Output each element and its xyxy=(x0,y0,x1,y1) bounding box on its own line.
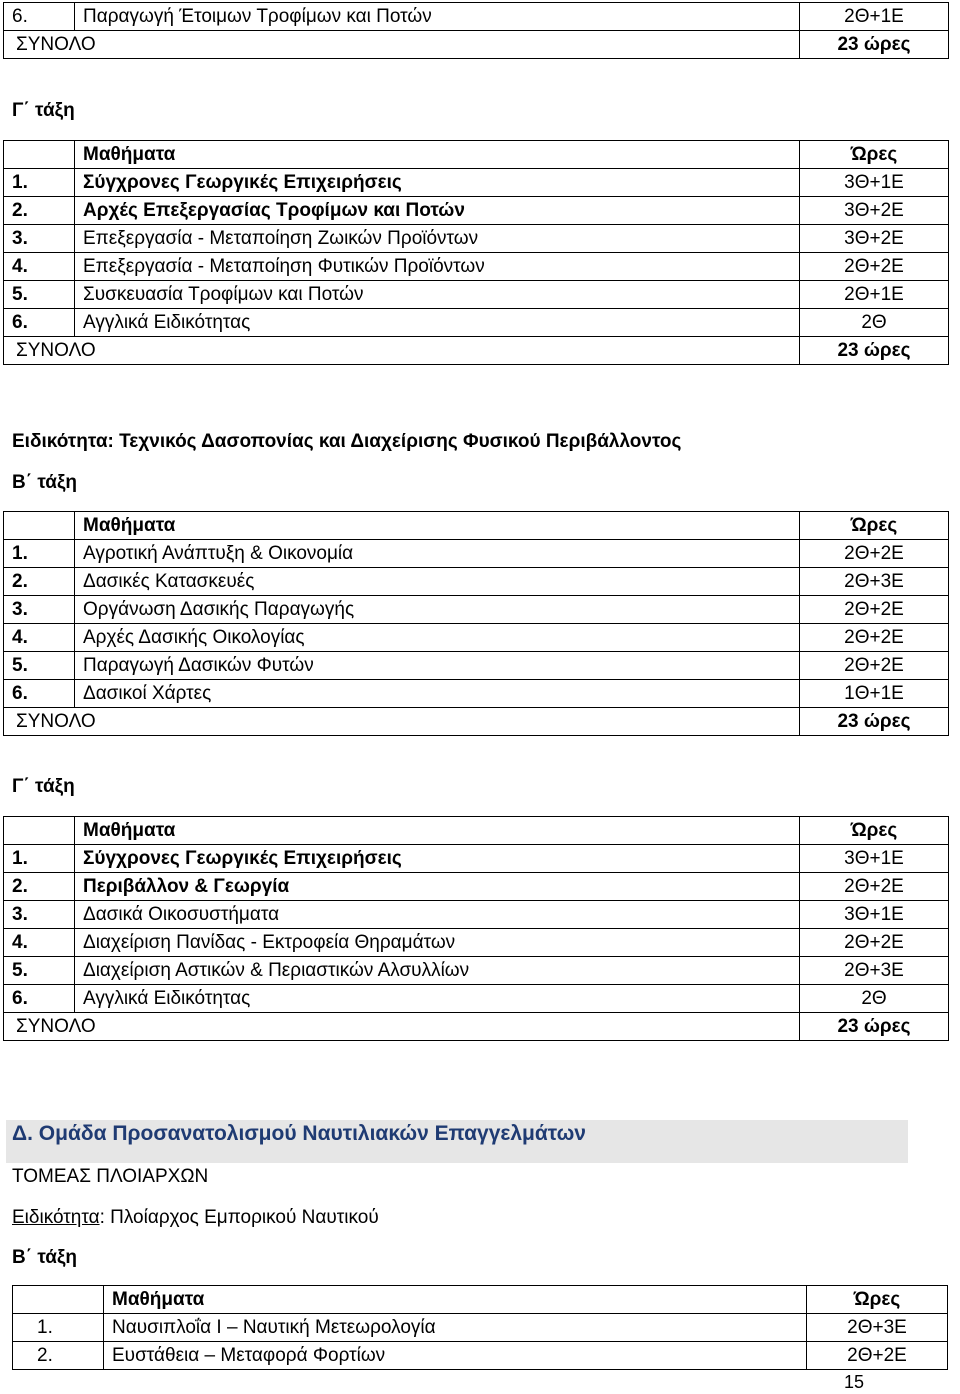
subject-cell: Οργάνωση Δασικής Παραγωγής xyxy=(75,596,800,624)
row-number: 2. xyxy=(4,873,75,901)
row-number: 6. xyxy=(4,985,75,1013)
row-number: 3. xyxy=(4,225,75,253)
table-row xyxy=(4,225,949,253)
total-row xyxy=(4,708,949,736)
sector-heading: ΤΟΜΕΑΣ ΠΛΟΙΑΡΧΩΝ xyxy=(12,1166,209,1187)
row-number: 1. xyxy=(4,845,75,873)
table-row xyxy=(4,197,949,225)
hours-cell: 2Θ+3Ε xyxy=(807,1314,948,1342)
page-number: 15 xyxy=(843,1372,864,1392)
row-number: 6. xyxy=(4,309,75,337)
total-label: ΣΥΝΟΛΟ xyxy=(4,1013,800,1041)
row-number: 2. xyxy=(4,568,75,596)
header-hours: Ώρες xyxy=(800,512,949,540)
hours-cell: 3Θ+1Ε xyxy=(800,901,949,929)
subject-cell: Διαχείριση Αστικών & Περιαστικών Αλσυλλίων xyxy=(75,957,800,985)
hours-cell: 2Θ+2Ε xyxy=(800,253,949,281)
subject-cell: Αγγλικά Ειδικότητας xyxy=(75,985,800,1013)
row-number: 6. xyxy=(4,680,75,708)
hours-cell: 2Θ+2Ε xyxy=(800,540,949,568)
table-row xyxy=(4,985,949,1013)
row-number: 4. xyxy=(4,253,75,281)
hours-cell: 3Θ+1Ε xyxy=(800,169,949,197)
hours-cell: 2Θ+2Ε xyxy=(800,596,949,624)
table-header xyxy=(13,1286,948,1314)
hours-cell: 2Θ+3Ε xyxy=(800,957,949,985)
class-label: Γ΄ τάξη xyxy=(12,776,75,797)
row-number: 1. xyxy=(4,540,75,568)
subject-cell: Ναυσιπλοΐα Ι – Ναυτική Μετεωρολογία xyxy=(104,1314,807,1342)
row-number: 2. xyxy=(4,197,75,225)
table-row xyxy=(4,309,949,337)
subject-cell: Παραγωγή Δασικών Φυτών xyxy=(75,652,800,680)
subject-cell: Αρχές Δασικής Οικολογίας xyxy=(75,624,800,652)
subject-cell: Παραγωγή Έτοιμων Τροφίμων και Ποτών xyxy=(75,3,800,31)
row-number: 4. xyxy=(4,929,75,957)
table-sec4 xyxy=(12,1285,948,1370)
specialty-name: : Πλοίαρχος Εμπορικού Ναυτικού xyxy=(99,1207,379,1228)
row-number: 5. xyxy=(4,652,75,680)
class-label: Β΄ τάξη xyxy=(12,1247,78,1268)
subject-cell: Αγροτική Ανάπτυξη & Οικονομία xyxy=(75,540,800,568)
class-label: Γ΄ τάξη xyxy=(12,100,75,121)
hours-cell: 3Θ+2Ε xyxy=(800,225,949,253)
row-number: 2. xyxy=(13,1342,104,1370)
subject-cell: Δασικές Κατασκευές xyxy=(75,568,800,596)
table-row xyxy=(13,1314,948,1342)
hours-cell: 2Θ+1Ε xyxy=(800,281,949,309)
table-row xyxy=(4,253,949,281)
hours-cell: 2Θ+2Ε xyxy=(800,873,949,901)
table-row xyxy=(4,568,949,596)
table-row xyxy=(4,929,949,957)
header-hours: Ώρες xyxy=(800,817,949,845)
hours-cell: 3Θ+2Ε xyxy=(800,197,949,225)
header-subject: Μαθήματα xyxy=(75,512,800,540)
row-number: 6. xyxy=(4,3,75,31)
subject-cell: Σύγχρονες Γεωργικές Επιχειρήσεις xyxy=(75,845,800,873)
total-hours: 23 ώρες xyxy=(800,31,949,59)
total-hours: 23 ώρες xyxy=(800,337,949,365)
group-heading: Δ. Ομάδα Προσανατολισμού Ναυτιλιακών Επαγγελμάτων xyxy=(12,1122,586,1145)
header-hours: Ώρες xyxy=(800,141,949,169)
table-row xyxy=(4,281,949,309)
specialty-prefix: Ειδικότητα xyxy=(12,1207,100,1228)
total-label: ΣΥΝΟΛΟ xyxy=(4,31,800,59)
row-number: 4. xyxy=(4,624,75,652)
total-row xyxy=(4,337,949,365)
header-hours: Ώρες xyxy=(807,1286,948,1314)
table-row xyxy=(4,680,949,708)
row-number: 1. xyxy=(13,1314,104,1342)
table-row xyxy=(4,845,949,873)
table-row xyxy=(4,3,949,31)
total-hours: 23 ώρες xyxy=(800,708,949,736)
table-row xyxy=(4,169,949,197)
table-top-continuation xyxy=(3,2,949,59)
subject-cell: Συσκευασία Τροφίμων και Ποτών xyxy=(75,281,800,309)
row-number: 3. xyxy=(4,596,75,624)
row-number: 5. xyxy=(4,281,75,309)
table-row xyxy=(4,873,949,901)
hours-cell: 2Θ+2Ε xyxy=(800,929,949,957)
table-sec3 xyxy=(3,816,949,1041)
row-number: 1. xyxy=(4,169,75,197)
subject-cell: Διαχείριση Πανίδας - Εκτροφεία Θηραμάτων xyxy=(75,929,800,957)
row-number: 5. xyxy=(4,957,75,985)
subject-cell: Σύγχρονες Γεωργικές Επιχειρήσεις xyxy=(75,169,800,197)
table-row xyxy=(4,901,949,929)
hours-cell: 3Θ+1Ε xyxy=(800,845,949,873)
row-number: 3. xyxy=(4,901,75,929)
subject-cell: Δασικά Οικοσυστήματα xyxy=(75,901,800,929)
total-row xyxy=(4,31,949,59)
subject-cell: Δασικοί Χάρτες xyxy=(75,680,800,708)
table-row xyxy=(4,957,949,985)
header-subject: Μαθήματα xyxy=(75,141,800,169)
total-hours: 23 ώρες xyxy=(800,1013,949,1041)
subject-cell: Περιβάλλον & Γεωργία xyxy=(75,873,800,901)
hours-cell: 2Θ+1Ε xyxy=(800,3,949,31)
table-header xyxy=(4,141,949,169)
table-sec2 xyxy=(3,511,949,736)
specialty-line xyxy=(12,1207,379,1229)
table-header xyxy=(4,817,949,845)
table-row xyxy=(4,540,949,568)
total-label: ΣΥΝΟΛΟ xyxy=(4,708,800,736)
table-row xyxy=(4,624,949,652)
hours-cell: 2Θ xyxy=(800,985,949,1013)
hours-cell: 2Θ xyxy=(800,309,949,337)
table-row xyxy=(4,596,949,624)
table-row xyxy=(4,652,949,680)
total-label: ΣΥΝΟΛΟ xyxy=(4,337,800,365)
hours-cell: 2Θ+3Ε xyxy=(800,568,949,596)
subject-cell: Επεξεργασία - Μεταποίηση Ζωικών Προϊόντων xyxy=(75,225,800,253)
header-subject: Μαθήματα xyxy=(104,1286,807,1314)
hours-cell: 2Θ+2Ε xyxy=(800,624,949,652)
subject-cell: Επεξεργασία - Μεταποίηση Φυτικών Προϊόντων xyxy=(75,253,800,281)
hours-cell: 2Θ+2Ε xyxy=(807,1342,948,1370)
table-sec1 xyxy=(3,140,949,365)
subject-cell: Ευστάθεια – Μεταφορά Φορτίων xyxy=(104,1342,807,1370)
subject-cell: Αγγλικά Ειδικότητας xyxy=(75,309,800,337)
subject-cell: Αρχές Επεξεργασίας Τροφίμων και Ποτών xyxy=(75,197,800,225)
hours-cell: 1Θ+1Ε xyxy=(800,680,949,708)
specialty-heading: Ειδικότητα: Τεχνικός Δασοπονίας και Διαχείρισης Φυσικού Περιβάλλοντος xyxy=(12,431,682,452)
class-label: Β΄ τάξη xyxy=(12,472,78,493)
table-row xyxy=(13,1342,948,1370)
total-row xyxy=(4,1013,949,1041)
table-header xyxy=(4,512,949,540)
header-subject: Μαθήματα xyxy=(75,817,800,845)
hours-cell: 2Θ+2Ε xyxy=(800,652,949,680)
